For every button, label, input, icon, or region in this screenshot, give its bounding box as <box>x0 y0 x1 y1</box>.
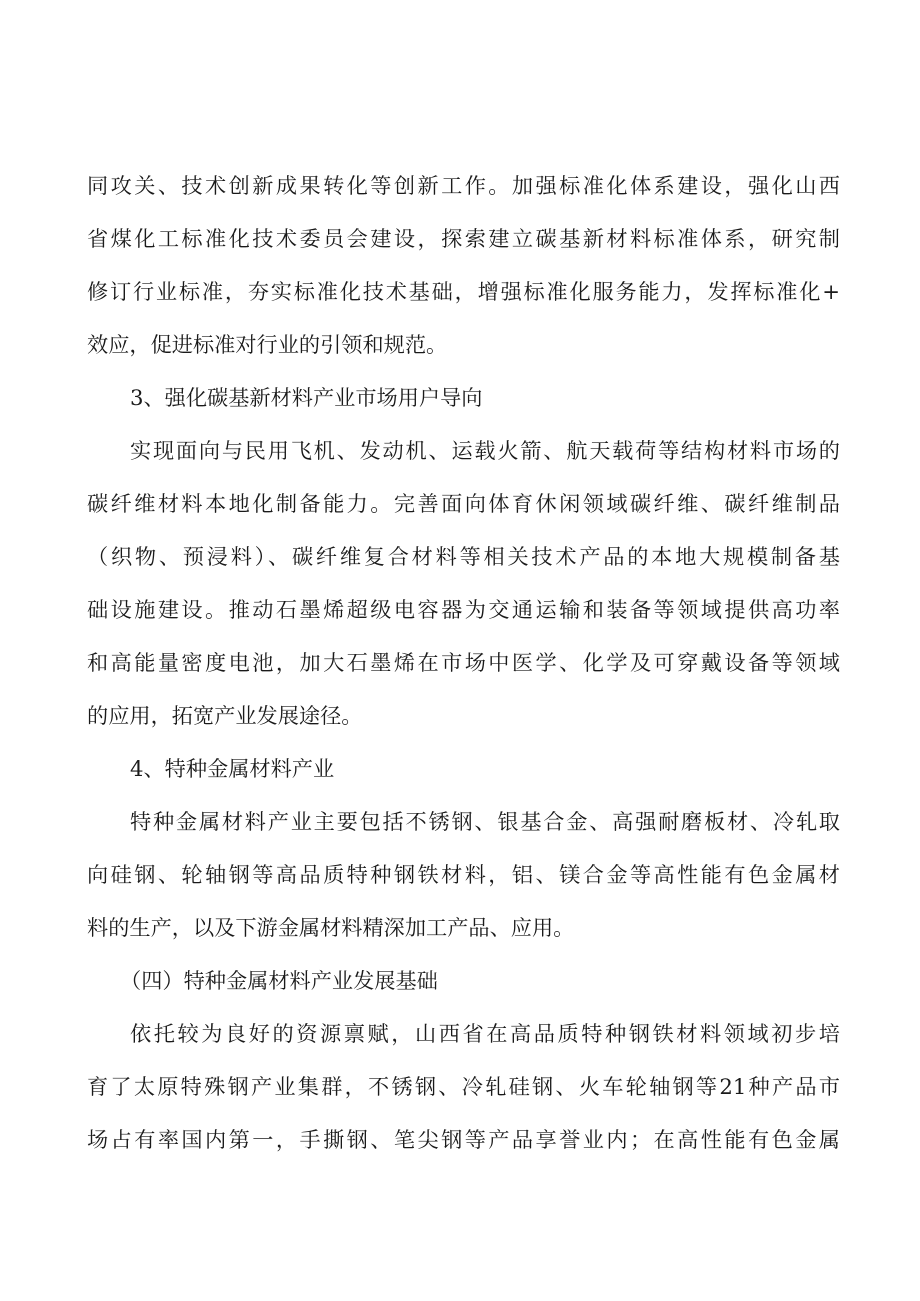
section-heading: （四）特种金属材料产业发展基础 <box>120 968 438 993</box>
subsection-heading: 4、特种金属材料产业 <box>130 756 335 781</box>
paragraph-line: 依托较为良好的资源禀赋，山西省在高品质特种钢铁材料领域初步培 <box>130 1021 840 1046</box>
paragraph-line: 育了太原特殊钢产业集群，不锈钢、冷轧硅钢、火车轮轴钢等21种产品市 <box>87 1074 840 1099</box>
paragraph-line: 特种金属材料产业主要包括不锈钢、银基合金、高强耐磨板材、冷轧取 <box>130 809 840 834</box>
paragraph-line: 和高能量密度电池，加大石墨烯在市场中医学、化学及可穿戴设备等领域 <box>87 650 840 675</box>
subsection-heading: 3、强化碳基新材料产业市场用户导向 <box>130 385 483 410</box>
paragraph-line: 碳纤维材料本地化制备能力。完善面向体育休闲领域碳纤维、碳纤维制品 <box>87 491 840 516</box>
paragraph-line: 实现面向与民用飞机、发动机、运载火箭、航天载荷等结构材料市场的 <box>130 438 840 463</box>
paragraph-line: 础设施建设。推动石墨烯超级电容器为交通运输和装备等领域提供高功率 <box>87 597 840 622</box>
paragraph-line: 料的生产，以及下游金属材料精深加工产品、应用。 <box>87 915 575 940</box>
paragraph-line: 省煤化工标准化技术委员会建设，探索建立碳基新材料标准体系，研究制 <box>87 226 840 251</box>
paragraph-line: （织物、预浸料）、碳纤维复合材料等相关技术产品的本地大规模制备基 <box>87 544 840 569</box>
paragraph-line: 的应用，拓宽产业发展途径。 <box>87 703 363 728</box>
paragraph-line: 效应，促进标准对行业的引领和规范。 <box>87 332 448 357</box>
paragraph-line: 修订行业标准，夯实标准化技术基础，增强标准化服务能力，发挥标准化+ <box>87 279 840 304</box>
paragraph-line: 同攻关、技术创新成果转化等创新工作。加强标准化体系建设，强化山西 <box>87 173 840 198</box>
paragraph-line: 向硅钢、轮轴钢等高品质特种钢铁材料，铝、镁合金等高性能有色金属材 <box>87 862 840 887</box>
paragraph-line: 场占有率国内第一，手撕钢、笔尖钢等产品享誉业内；在高性能有色金属 <box>87 1127 840 1152</box>
